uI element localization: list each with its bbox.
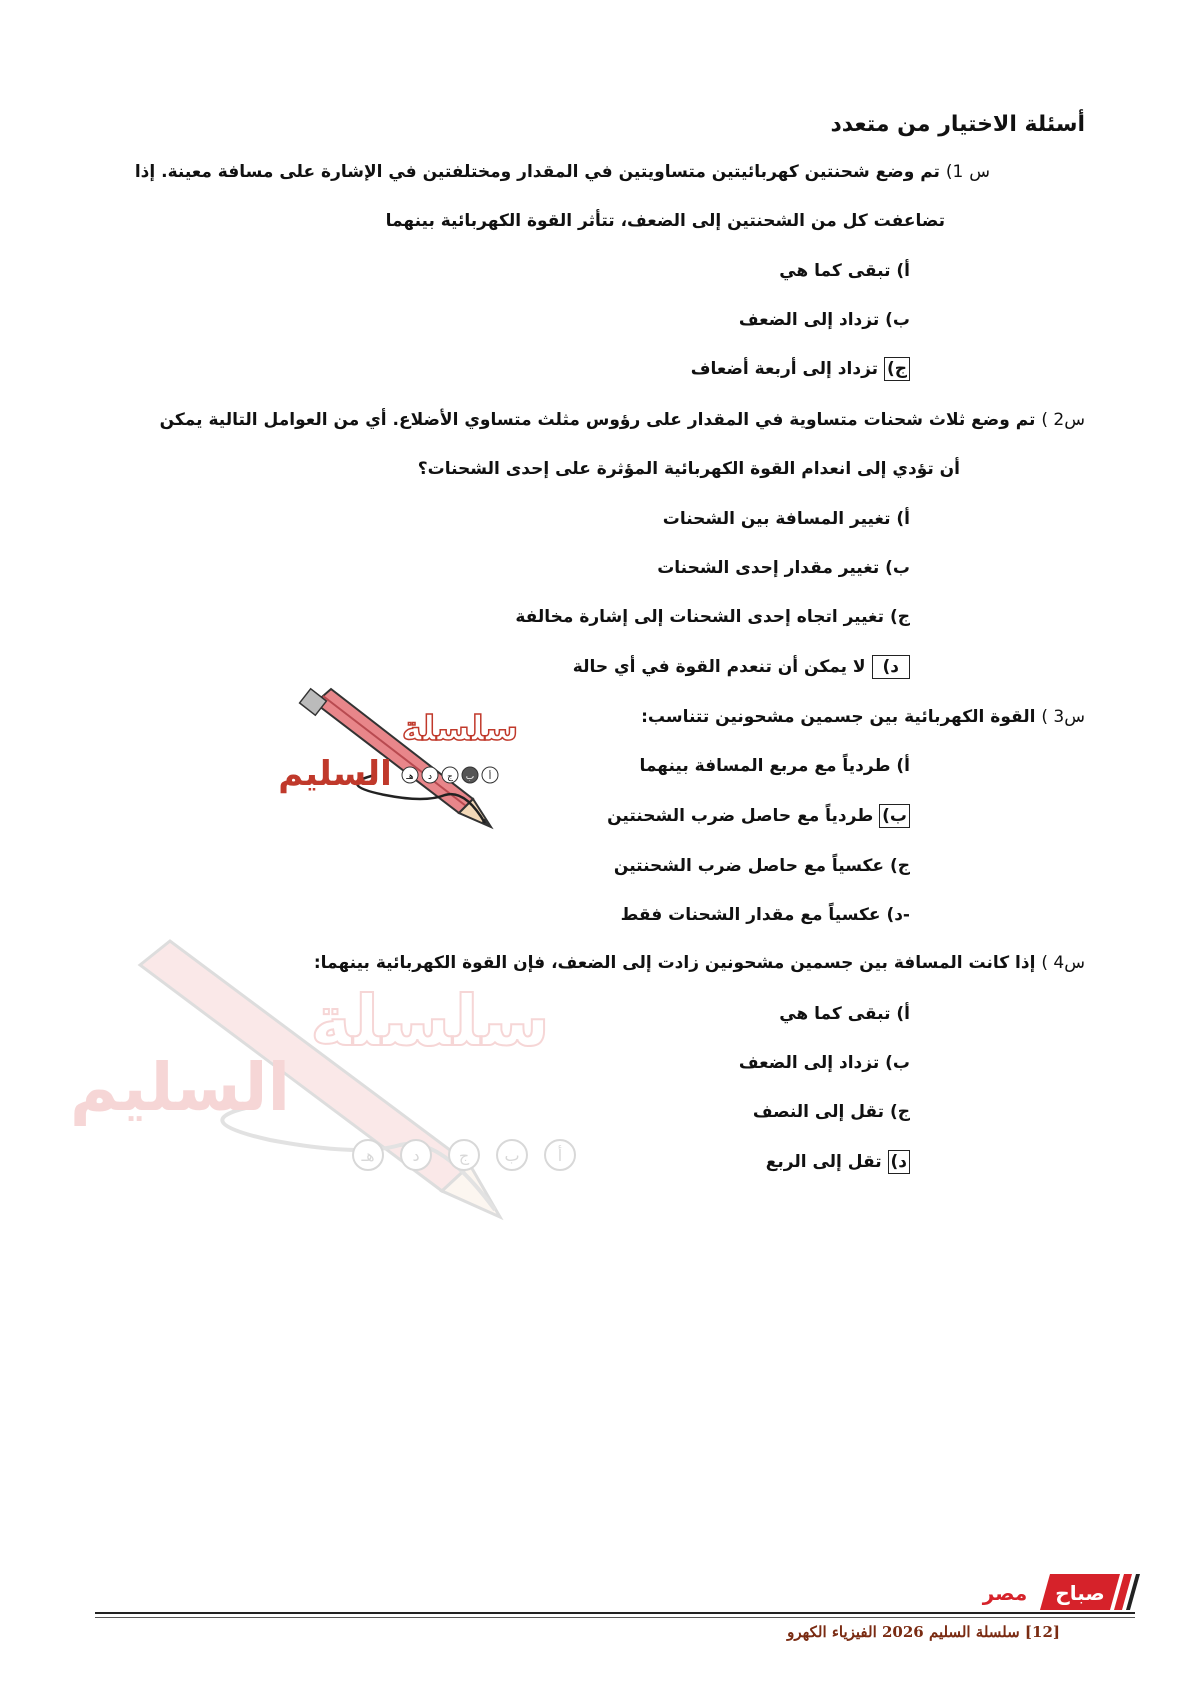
question-4-prefix: س [1064,953,1085,973]
question-2-option-c [515,605,910,629]
question-4-option-a [779,1002,910,1026]
option-letter: ب) [885,1053,910,1073]
question-2-option-a [663,507,910,531]
question-2-number: 2 ) [1041,410,1065,430]
bubble-c: ج [447,772,453,782]
question-4-option-c [753,1100,910,1124]
option-text: طردياً مع حاصل ضرب الشحنتين [607,806,874,826]
option-letter: ب) [885,310,910,330]
watermark-bubble-c: ج [458,1146,470,1165]
option-text: تقل إلى النصف [752,1102,885,1122]
option-text: تزداد إلى الضعف [738,1053,880,1073]
correct-answer-box: د) [872,655,911,679]
watermark-bubble-a: أ [557,1146,563,1165]
section-title: أسئلة الاختيار من متعدد [830,112,1085,137]
correct-answer-box: ب) [879,804,910,828]
question-1-prefix: س [969,162,990,182]
option-text: تغيير مقدار إحدى الشحنات [657,558,880,578]
question-3-prefix: س [1064,707,1085,727]
watermark-bubble-e: هـ [361,1146,375,1165]
question-1-option-c [691,357,910,381]
option-text: تقل إلى الربع [765,1152,882,1172]
option-text: تبقى كما هي [779,261,891,281]
question-1-option-a [779,259,910,283]
question-1-option-b [739,308,910,332]
footer-divider-thin [95,1617,1135,1618]
question-2-option-d [573,655,910,679]
correct-answer-box: د) [888,1150,911,1174]
watermark-bubble-b: ب [504,1146,520,1165]
page-footer-label: [12] سلسلة السليم 2026 الفيزياء الكهرو [787,1623,1060,1641]
option-text: لا يمكن أن تنعدم القوة في أي حالة [572,657,866,677]
question-4-number: 4 ) [1041,953,1065,973]
bubble-b: ب [465,772,475,782]
question-1-text-2: تضاعفت كل من الشحنتين إلى الضعف، تتأثر القوة الكهربائية بينهما [385,211,945,231]
option-text: عكسياً مع حاصل ضرب الشحنتين [613,856,885,876]
logo-line-1: سلسلة [401,709,519,749]
bubble-d: د [427,772,433,782]
question-3-option-a [639,754,910,778]
footer-divider [95,1612,1135,1614]
question-3-option-d [621,903,910,927]
option-text: تغيير اتجاه إحدى الشحنات إلى إشارة مخالفة [515,607,885,627]
bubble-e: هـ [406,772,414,782]
option-text: تغيير المسافة بين الشحنات [662,509,891,529]
watermark-logo [69,935,600,1275]
bubble-a: أ [488,772,492,782]
question-2-text-1: تم وضع ثلاث شحنات متساوية في المقدار على رؤوس مثلث متساوي الأضلاع. أي من العوامل التالية يمكن [159,410,1036,430]
brand-word-2: مصر [982,1581,1028,1605]
option-text: تزداد إلى الضعف [738,310,880,330]
option-letter: -د) [886,905,910,925]
option-letter: ج) [889,607,910,627]
question-4-text-1: إذا كانت المسافة بين جسمين مشحونين زادت إلى الضعف، فإن القوة الكهربائية بينهما: [313,953,1036,973]
question-3-line-1 [641,705,1085,729]
question-3-option-b [607,804,910,828]
question-2-line-1 [160,408,1085,432]
option-letter: ب) [885,558,910,578]
correct-answer-box: ج) [884,357,910,381]
option-text: تبقى كما هي [779,1004,891,1024]
brand-word-1: صباح [1055,1581,1105,1605]
option-letter: ج) [889,1102,910,1122]
question-2-option-b [657,556,910,580]
option-text: عكسياً مع مقدار الشحنات فقط [620,905,881,925]
option-letter: أ) [896,509,910,529]
sabah-masr-brand [950,1570,1140,1616]
option-letter: أ) [896,261,910,281]
option-letter: أ) [896,756,910,776]
question-1-text-1: تم وضع شحنتين كهربائيتين متساويتين في المقدار ومختلفتين في الإشارة على مسافة معينة. إذا [134,162,940,182]
question-3-number: 3 ) [1041,707,1065,727]
watermark-line-2: السليم [69,1049,291,1126]
question-3-option-c [614,854,910,878]
salim-series-logo [278,685,545,855]
question-1-number: 1) [945,162,964,182]
question-2-text-2: أن تؤدي إلى انعدام القوة الكهربائية المؤثرة على إحدى الشحنات؟ [417,459,960,479]
logo-line-2: السليم [278,754,392,794]
watermark-line-1: سلسلة [310,980,550,1062]
question-3-text-1: القوة الكهربائية بين جسمين مشحونين تتناسب: [641,707,1036,727]
option-letter: ج) [889,856,910,876]
option-text: طردياً مع مربع المسافة بينهما [639,756,891,776]
question-1-line-1 [135,160,990,184]
option-letter: أ) [896,1004,910,1024]
watermark-bubble-d: د [412,1146,420,1165]
question-4-option-d [766,1150,910,1174]
question-4-option-b [739,1051,910,1075]
question-2-prefix: س [1064,410,1085,430]
option-text: تزداد إلى أربعة أضعاف [690,359,879,379]
